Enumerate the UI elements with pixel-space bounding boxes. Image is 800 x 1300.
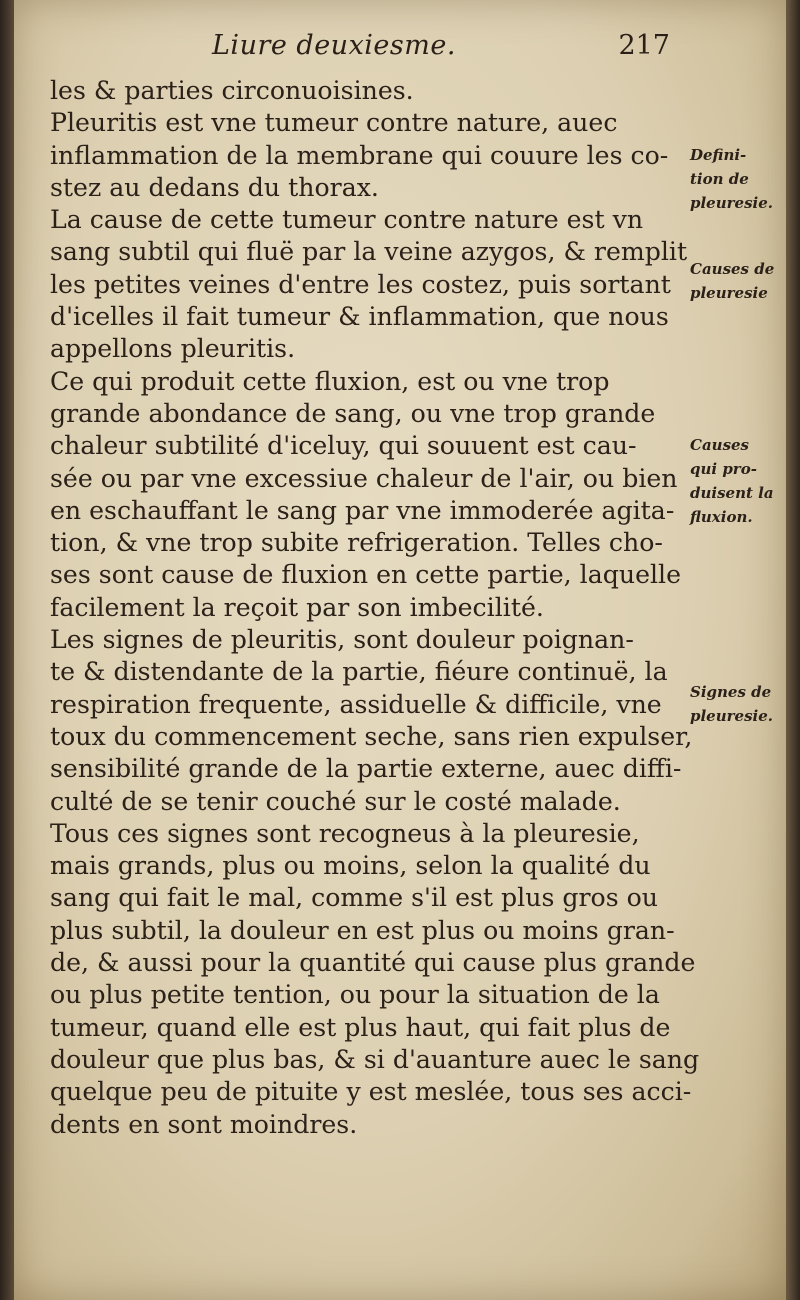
text-line: inflammation de la membrane qui couure les co- (50, 140, 669, 170)
text-line: appellons pleuritis. (50, 334, 296, 364)
text-line: tumeur, quand elle est plus haut, qui fait plus de (50, 1012, 671, 1042)
text-line: te & distendante de la partie, fiéure continuë, la (50, 657, 668, 687)
text-line: Pleuritis est vne tumeur contre nature, auec (50, 108, 618, 138)
text-line: dents en sont moindres. (50, 1109, 358, 1139)
text-line: plus subtil, la douleur en est plus ou moins gran- (50, 915, 675, 945)
text-line: sang qui fait le mal, comme s'il est plus gros ou (50, 883, 659, 913)
text-line: ses sont cause de fluxion en cette partie, laquelle (50, 560, 682, 590)
text-line: respiration frequente, assiduelle & difficile, vne (50, 689, 662, 719)
text-line: toux du commencement seche, sans rien expulser, (50, 721, 693, 751)
margin-note-causes: Causes de pleuresie (690, 260, 775, 302)
body-text (50, 75, 700, 1141)
text-line: sang subtil qui fluë par la veine azygos, & remplit (50, 237, 688, 267)
book-page (14, 0, 786, 1300)
binding-gutter (0, 0, 14, 1300)
text-line: Ce qui produit cette fluxion, est ou vne trop (50, 366, 610, 396)
text-line: La cause de cette tumeur contre nature est vn (50, 205, 644, 235)
text-line: les petites veines d'entre les costez, puis sortant (50, 269, 671, 299)
page-edge (786, 0, 800, 1300)
text-line: sée ou par vne excessiue chaleur de l'air, ou bien (50, 463, 678, 493)
text-line: grande abondance de sang, ou vne trop grande (50, 398, 656, 428)
text-line: en eschauffant le sang par vne immoderée agita- (50, 495, 675, 525)
text-line: quelque peu de pituite y est meslée, tous ses acci- (50, 1077, 692, 1107)
text-line: culté de se tenir couché sur le costé malade. (50, 786, 621, 816)
margin-note-fluxion-causes: Causes qui pro- duisent la fluxion. (690, 436, 774, 526)
text-line: sensibilité grande de la partie externe, auec diffi- (50, 754, 682, 784)
text-line: de, & aussi pour la quantité qui cause plus grande (50, 948, 696, 978)
text-line: facilement la reçoit par son imbecilité. (50, 592, 544, 622)
text-line: ou plus petite tention, ou pour la situation de la (50, 980, 660, 1010)
running-head-title: Liure deuxiesme. (212, 30, 456, 61)
text-line: chaleur subtilité d'iceluy, qui souuent est cau- (50, 431, 637, 461)
text-line: d'icelles il fait tumeur & inflammation, que nous (50, 302, 669, 332)
text-line: tion, & vne trop subite refrigeration. Telles cho- (50, 528, 663, 558)
text-line: stez au dedans du thorax. (50, 172, 379, 202)
text-line: les & parties circonuoisines. (50, 76, 414, 105)
running-head (204, 30, 674, 70)
margin-note-signs: Signes de pleuresie. (690, 683, 773, 725)
page-number: 217 (618, 30, 670, 61)
text-line: Tous ces signes sont recogneus à la pleuresie, (50, 818, 640, 848)
text-line: mais grands, plus ou moins, selon la qualité du (50, 851, 651, 881)
margin-note-definition: Defini- tion de pleuresie. (690, 146, 773, 212)
text-line: Les signes de pleuritis, sont douleur poignan- (50, 625, 634, 655)
text-line: douleur que plus bas, & si d'auanture auec le sang (50, 1044, 700, 1074)
